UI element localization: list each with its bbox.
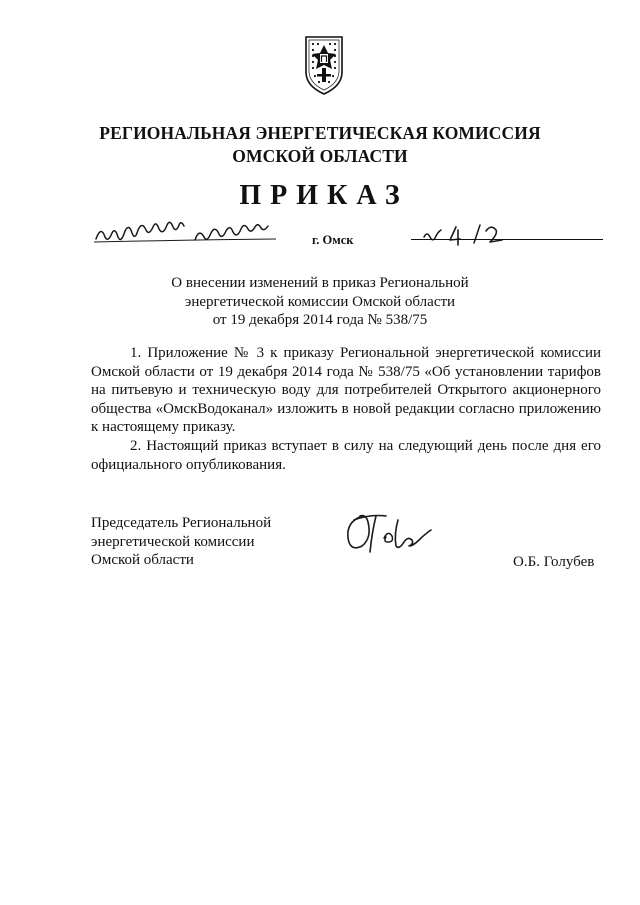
body-paragraph-2: 2. Настоящий приказ вступает в силу на следующий день после дня его официального опубликования.: [91, 437, 601, 473]
organization-name-line1: РЕГИОНАЛЬНАЯ ЭНЕРГЕТИЧЕСКАЯ КОМИССИЯ: [99, 123, 541, 143]
signer-position-line3: Омской области: [91, 552, 194, 569]
handwritten-date: [92, 219, 278, 249]
omsk-coat-of-arms-icon: [302, 34, 346, 96]
order-body: [91, 344, 601, 474]
signer-position: [91, 514, 271, 570]
handwritten-signature-icon: [340, 508, 440, 558]
city-label: г. Омск: [312, 233, 354, 247]
body-paragraph-1: 1. Приложение № 3 к приказу Региональной энергетической комиссии Омской области от 19 декабря 2014 года № 538/75 «Об установлении тарифов на питьевую и техническую воду для потребителей Открытого акционерного общества «ОмскВодоканал» изложить в новой редакции согласно приложению к настоящему приказу.: [91, 345, 601, 436]
handwritten-order-number: [414, 221, 508, 249]
order-number-underline: [411, 239, 603, 240]
signer-position-line1: Председатель Региональной: [91, 515, 272, 531]
order-subject-line2: энергетической комиссии Омской области: [184, 293, 456, 310]
signer-position-line2: энергетической комиссии: [91, 533, 255, 550]
order-subject-line3: от 19 декабря 2014 года № 538/75: [212, 312, 428, 328]
signer-name: О.Б. Голубев: [513, 554, 595, 570]
order-subject-line1: О внесении изменений в приказ Региональной: [171, 275, 469, 291]
order-subject: [0, 274, 640, 330]
document-type-title: ПРИКАЗ: [239, 180, 409, 211]
organization-name-line2: ОМСКОЙ ОБЛАСТИ: [232, 146, 408, 166]
